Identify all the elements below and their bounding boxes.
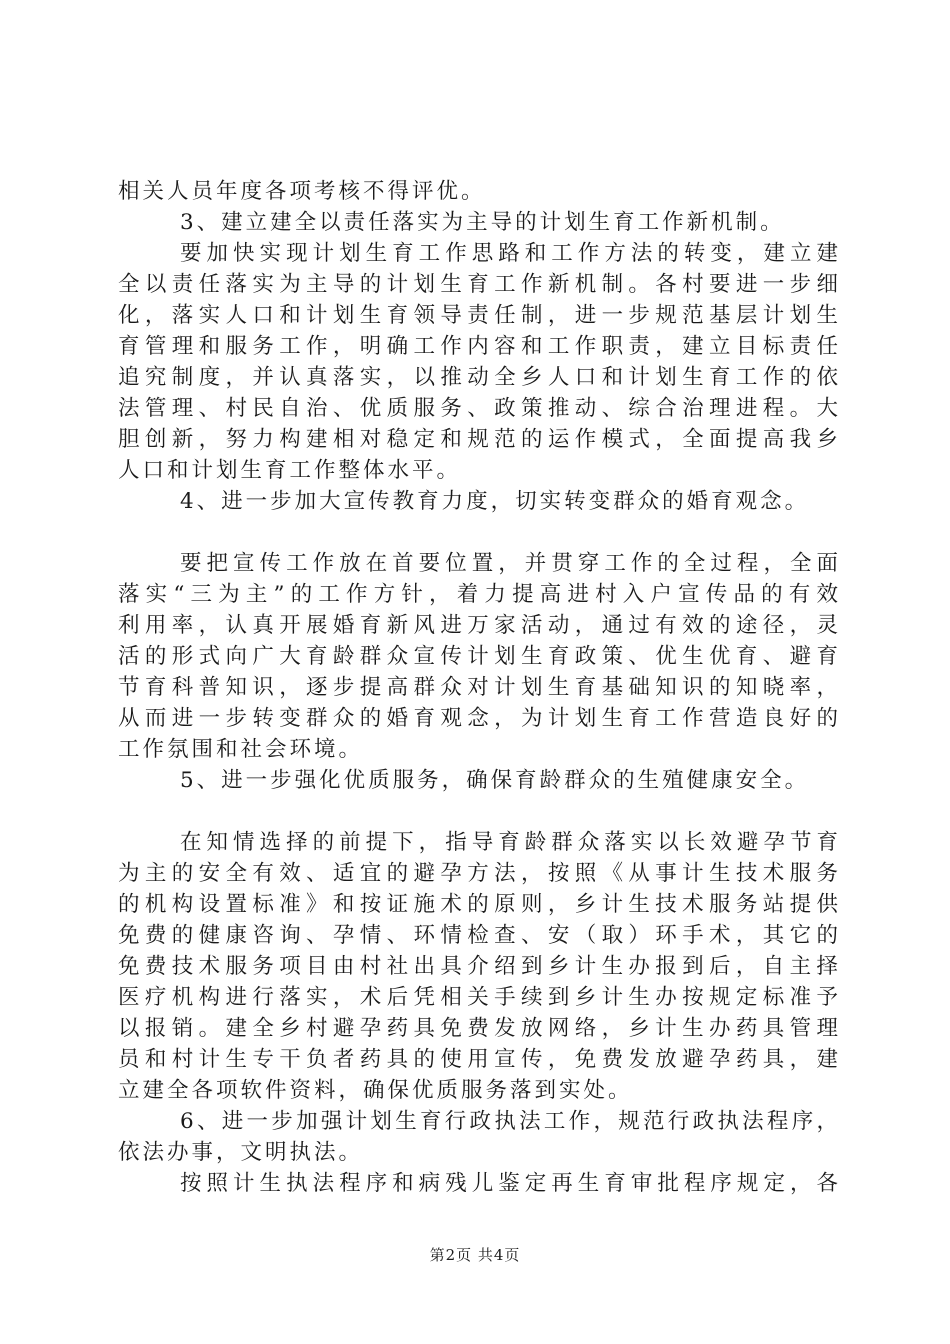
text-line: 化，落实人口和计划生育领导责任制，进一步规范基层计划生 [118, 303, 838, 328]
text-line: 胆创新，努力构建相对稳定和规范的运作模式，全面提高我乡 [118, 427, 838, 452]
text-line: 要加快实现计划生育工作思路和工作方法的转变，建立建 [180, 241, 838, 266]
text-line: 3、建立建全以责任落实为主导的计划生育工作新机制。 [180, 210, 785, 235]
text-line: 为主的安全有效、适宜的避孕方法，按照《从事计生技术服务 [118, 861, 838, 886]
text-line: 在知情选择的前提下，指导育龄群众落实以长效避孕节育 [180, 830, 838, 855]
text-line: 人口和计划生育工作整体水平。 [118, 458, 462, 483]
text-line: 从而进一步转变群众的婚育观念，为计划生育工作营造良好的 [118, 706, 838, 731]
text-line: 6、进一步加强计划生育行政执法工作，规范行政执法程序， [180, 1109, 838, 1134]
text-line: 依法办事，文明执法。 [118, 1140, 364, 1165]
text-line: 立建全各项软件资料，确保优质服务落到实处。 [118, 1078, 633, 1103]
text-line: 4、进一步加大宣传教育力度，切实转变群众的婚育观念。 [180, 489, 810, 514]
text-line: 育管理和服务工作，明确工作内容和工作职责，建立目标责任 [118, 334, 838, 359]
text-line: 医疗机构进行落实，术后凭相关手续到乡计生办按规定标准予 [118, 985, 838, 1010]
text-line: 免费技术服务项目由村社出具介绍到乡计生办报到后，自主择 [118, 954, 838, 979]
text-line: 法管理、村民自治、优质服务、政策推动、综合治理进程。大 [118, 396, 838, 421]
blank-line [118, 517, 838, 548]
text-line: 员和村计生专干负者药具的使用宣传，免费发放避孕药具，建 [118, 1047, 838, 1072]
text-line: 活的形式向广大育龄群众宣传计划生育政策、优生优育、避育 [118, 644, 838, 669]
text-line: 相关人员年度各项考核不得评优。 [118, 179, 486, 204]
text-line: 按照计生执法程序和病残儿鉴定再生育审批程序规定，各 [180, 1171, 838, 1196]
blank-line [118, 796, 838, 827]
text-line: 全以责任落实为主导的计划生育工作新机制。各村要进一步细 [118, 272, 838, 297]
text-line: 5、进一步强化优质服务，确保育龄群众的生殖健康安全。 [180, 768, 810, 793]
text-line: 以报销。建全乡村避孕药具免费发放网络，乡计生办药具管理 [118, 1016, 838, 1041]
text-line: 的机构设置标准》和按证施术的原则，乡计生技术服务站提供 [118, 892, 838, 917]
text-line: 追究制度，并认真落实，以推动全乡人口和计划生育工作的依 [118, 365, 838, 390]
text-line: 工作氛围和社会环境。 [118, 737, 364, 762]
text-line: 要把宣传工作放在首要位置，并贯穿工作的全过程，全面 [180, 551, 838, 576]
text-line: 节育科普知识，逐步提高群众对计划生育基础知识的知晓率， [118, 675, 838, 700]
document-body [118, 176, 838, 1199]
text-line: 落实“三为主”的工作方针，着力提高进村入户宣传品的有效 [118, 582, 838, 607]
text-line: 利用率，认真开展婚育新风进万家活动，通过有效的途径，灵 [118, 613, 838, 638]
page-footer: 第2页 共4页 [429, 1246, 521, 1264]
text-line: 免费的健康咨询、孕情、环情检查、安（取）环手术，其它的 [118, 923, 838, 948]
